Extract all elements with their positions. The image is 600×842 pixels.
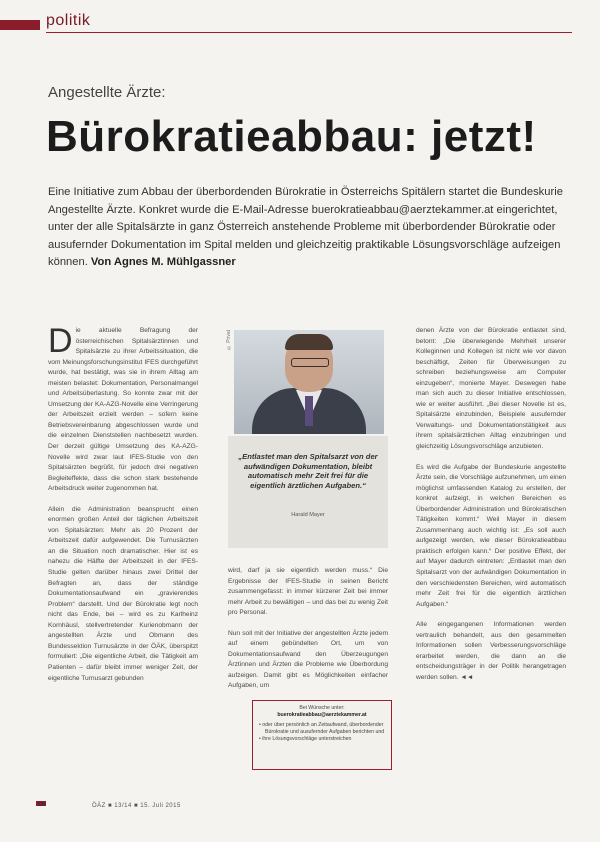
article-lead [48,184,563,272]
info-box [252,700,392,770]
info-box-head: Bei Wünsche unter: [299,705,345,711]
paragraph [48,322,198,495]
paragraph-text: ie aktuelle Befragung der österreichischen Spitalsärztinnen und Spitalsärzte zu ihrer Arbeitssituation, die vom Meinungsforschungsinstitut IFES durchgeführt wurde, hat bestätigt, was sie in ihrem Alltag am meisten belastet: Dokumentation, Personalmangel und Arbeitsüberlastung. So konnte zwar mit der Umsetzung der KA-AZG-Novelle eine Verringerung der Arbeitszeit erzielt werden – sofern keine Betriebsvereinbarung abgeschlossen wurde und die einzelnen Dienststellen nachbesetzt wurden. Der derzeit gültige Umsetzung des KA-AZG-Novelle wird zwar laut IFES-Studie von den Spitalsärzten begrüßt, für jedoch drei negativen Begleiteffekte, dass die schon stark bestehende Arbeitsdruck weiter zugenommen hat. [48,327,198,493]
pull-quote-author: Harald Mayer [291,512,325,518]
info-box-item: • ihre Lösungsvorschläge unterstreichen [259,736,352,742]
paragraph: Alle eingegangenen Informationen werden vertraulich behandelt, aus den gesammelten Informationen sollen Verbesserungsvorschläge erarbeitet werden, die dann an die entscheidungsträger in der Politik herangetragen werden sollen. ◄◄ [416,621,566,681]
article-kicker: Angestellte Ärzte: [48,84,166,101]
column-left [48,322,198,694]
info-box-email[interactable]: buerokratieabbau@aerztekammer.at [277,712,367,718]
paragraph: Es wird die Aufgabe der Bundeskurie angestellte Ärzte sein, die Vorschläge aufzunehmen, um einen möglichst umfassenden Katalog zu erstellen, der konkret aufzeigt, in welchen Bereichen es Überbordender Administration und Bürokratischen Tätigkeiten kommt.“ Weil Mayer in diesem Zusammenhang auch wichtig ist: „Es soll auch aufgezeigt werden, wie dieser Bürokratieabbau praktisch erfolgen kann.“ Der positive Effekt, der auf Mayer dadurch eintreten: „Entlastet man den Spitalsarzt von der aufwändigen Dokumentation in den verschiedensten Bereichen, wird automatisch mehr Zeit frei für die eigentlich ärztlichen Aufgaben.“ [416,463,566,608]
pull-quote-text: „Entlastet man den Spitalsarzt von der aufwändigen Dokumentation, bleibt automatisch mehr Zeit frei für die eigentlich ärztlichen Aufgaben.“ [238,452,378,490]
header-rule [46,32,572,33]
paragraph: Nun soll mit der Initiative der angestellten Ärzte jedem auf einem gebündelten Ort, um von Dokumentationsaufwand den Überzeugungen Ärztinnen und Ärzten die Probleme wie Überbordung aufzeigen. Damit gibt es Möglichkeiten einfacher Aufgaben, um [228,629,388,690]
paragraph: wird, darf ja sie eigentlich werden muss.“ Die Ergebnisse der IFES-Studie in seinen Bericht zusammengefasst: in immer kürzerer Zeit bei immer mehr Arbeit zu bewältigen – und das bei zu wenig Zeit pro Personal. [228,567,388,617]
drop-cap: D [48,322,73,360]
lead-text: Eine Initiative zum Abbau der überbordenden Bürokratie in Österreichs Spitälern startet die Bundeskurie Angestellte Ärzte. Konkret wurde die E-Mail-Adresse buerokratieabbau@aerztekammer.at eingerichtet, unter der alle Spitalsärzte in ganz Österreich anstehende Probleme mit überbordender Bürokratie oder ausufernder Dokumentation im Spital melden und gleichzeitig praktikable Lösungsvorschläge aufzeigen können. [48,186,563,269]
paragraph: denen Ärzte von der Bürokratie entlastet sind, betont: „Die überwiegende Mehrheit unserer Kolleginnen und Kollegen ist nicht wie vor davon beschäftigt, Zeiten für Überweisungen zu schreiben beziehungsweise am Computer einzugeben“, monierte Mayer. Deswegen habe man sich auch zu dieser Initiative entschlossen, wie er weiter ausführt. „Bei dieser Novelle ist es, Spitalsärzte einzubinden, Beispiele ausufernder Verwaltungs- und Dokumentationstätigkeit aus ihrem spitalsärztlichen Alltag einzubringen und gleichzeitig Lösungsvorschläge anzubieten. [416,327,566,451]
photo-glasses [291,358,329,367]
issue-info: ÖÄZ ■ 13/14 ■ 15. Juli 2015 [92,803,181,809]
article-title: Bürokratieabbau: jetzt! [46,112,537,161]
article-author: Von Agnes M. Mühlgassner [90,256,236,269]
photo-credit: © Privat [226,330,232,351]
photo-tie [305,396,313,426]
section-label: politik [46,12,91,29]
section-color-bar [0,20,40,30]
column-middle [228,566,388,702]
info-box-item: • oder über persönlich an Zeitaufwand, überbordender Bürokratie und ausufernder Aufgaben berichten und [259,722,385,735]
paragraph: Allein die Administration beansprucht einen enormen großen Anteil der täglichen Arbeitszeit von Spitalsärzten: Mehr als 20 Prozent der Arbeitszeit dafür aufgewendet. Die Turnusärzten an die Situation noch dramatischer. Hier ist es nahezu die Hälfte der Arbeitszeit in der IFES-Studie gelten darüber hinaus zwei Drittel der Befragten an, dass der ständige Dokumentationsaufwand ein „gravierendes Problem“ darstellt. Und der Bürokratie legt noch nicht das Ende, bei – wird es zu Karlheinz Kornhäusl, stellvertretender Kurienobmann der angestellten Ärzte und Obmann des Bundessektion Turnusärzte in der ÖÄK, überspitzt formuliert: „Die eigentliche Arbeit, die Tätigkeit am Patienten – dafür bleibt immer weniger Zeit, der eigentliche Turnusarzt gebunden [48,505,198,682]
column-right [416,326,566,694]
photo-hair [285,334,333,350]
portrait-photo [234,330,384,434]
page-number: 18 [38,802,45,808]
